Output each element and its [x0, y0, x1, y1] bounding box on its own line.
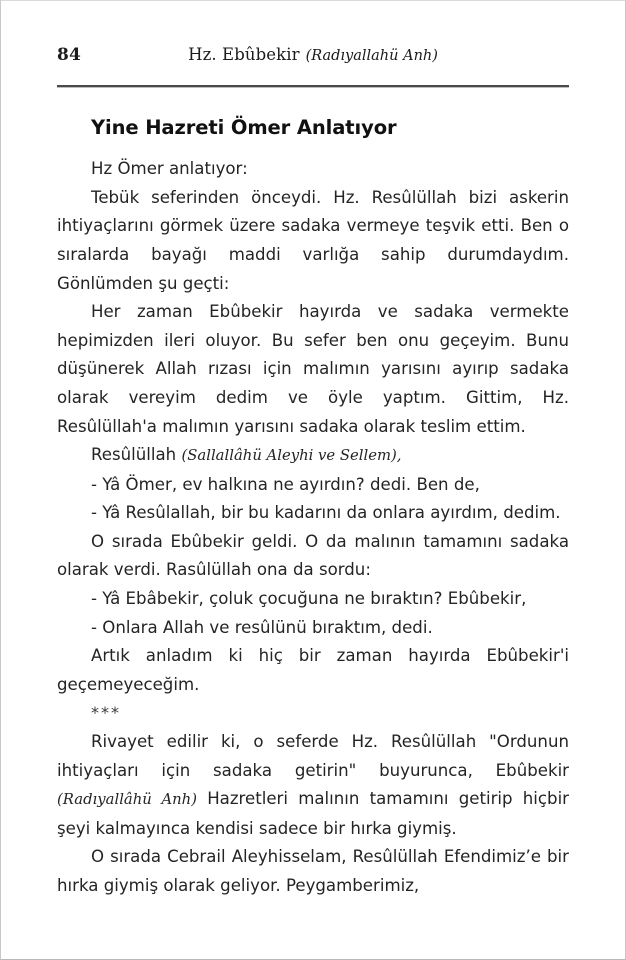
rivayet-honorific: (Radıyallâhü Anh) — [57, 791, 197, 809]
rivayet-text-part1: Rivayet edilir ki, o seferde Hz. Resûlüllah "Ordunun ihtiyaçları için sadaka getirin" buyurunca, Ebûbekir — [57, 732, 569, 780]
paragraph-tebuk: Tebük seferinden önceydi. Hz. Resûlüllah bizi askerin ihtiyaçlarını görmek üzere sadaka vermeye teşvik etti. Ben o sıralarda bayağı maddi varlığa sahip durumdaydım. Gönlümden şu geçti: — [57, 187, 569, 293]
dialogue-line-omer: - Yâ Ömer, ev halkına ne ayırdın? dedi. Ben de, — [91, 474, 480, 494]
page-content — [57, 1, 569, 901]
paragraph-ebubekir-geldi: O sırada Ebûbekir geldi. O da malının tamamını sadaka olarak verdi. Rasûlüllah ona da sordu: — [57, 531, 569, 580]
paragraph-rivayet — [57, 728, 569, 843]
running-header — [57, 45, 569, 83]
page-number: 84 — [57, 45, 82, 65]
body-text — [57, 155, 569, 900]
paragraph-artik-anladim: Artık anladım ki hiç bir zaman hayırda Ebûbekir'i geçemeyeceğim. — [57, 646, 569, 694]
attribution-honorific: (Sallallâhü Aleyhi ve Sellem), — [181, 447, 402, 465]
rivayet-text-part2: Hazretleri malının tamamını getirip hiçbir şeyi kalmayınca kendisi sadece bir hırka giymiş. — [57, 789, 570, 838]
dialogue-line-allah-resul: - Onlara Allah ve resûlünü bıraktım, dedi. — [91, 617, 433, 637]
running-head-honorific: (Radıyallahü Anh) — [305, 48, 438, 64]
paragraph-cebrail: O sırada Cebrail Aleyhisselam, Resûlüllah Efendimiz’e bir hırka giymiş olarak geliyor. Peygamberimiz, — [57, 847, 569, 896]
dialogue-line-ebabekir-question: - Yâ Ebâbekir, çoluk çocuğuna ne bıraktın? Ebûbekir, — [91, 589, 527, 609]
dialogue-line-resulallah: - Yâ Resûlallah, bir bu kadarını da onlara ayırdım, dedim. — [91, 503, 561, 523]
paragraph-her-zaman: Her zaman Ebûbekir hayırda ve sadaka vermekte hepimizden ileri oluyor. Bu sefer ben onu geçeyim. Bunu düşünerek Allah rızası için malımın yarısını ayırıp sadaka olarak vereyim dedim ve öyle yaptım. Gittim, Hz. Resûlüllah'a malımın yarısını sadaka olarak teslim ettim. — [57, 302, 569, 436]
header-divider-rule — [57, 85, 569, 88]
running-head-title — [57, 45, 569, 64]
paragraph-intro: Hz Ömer anlatıyor: — [91, 159, 248, 179]
paragraph-resulullah-attribution — [57, 441, 569, 471]
attribution-name: Resûlüllah — [91, 445, 177, 465]
section-divider-asterisks: *** — [91, 703, 121, 723]
running-head-main: Hz. Ebûbekir — [188, 45, 300, 64]
section-heading: Yine Hazreti Ömer Anlatıyor — [91, 116, 397, 139]
